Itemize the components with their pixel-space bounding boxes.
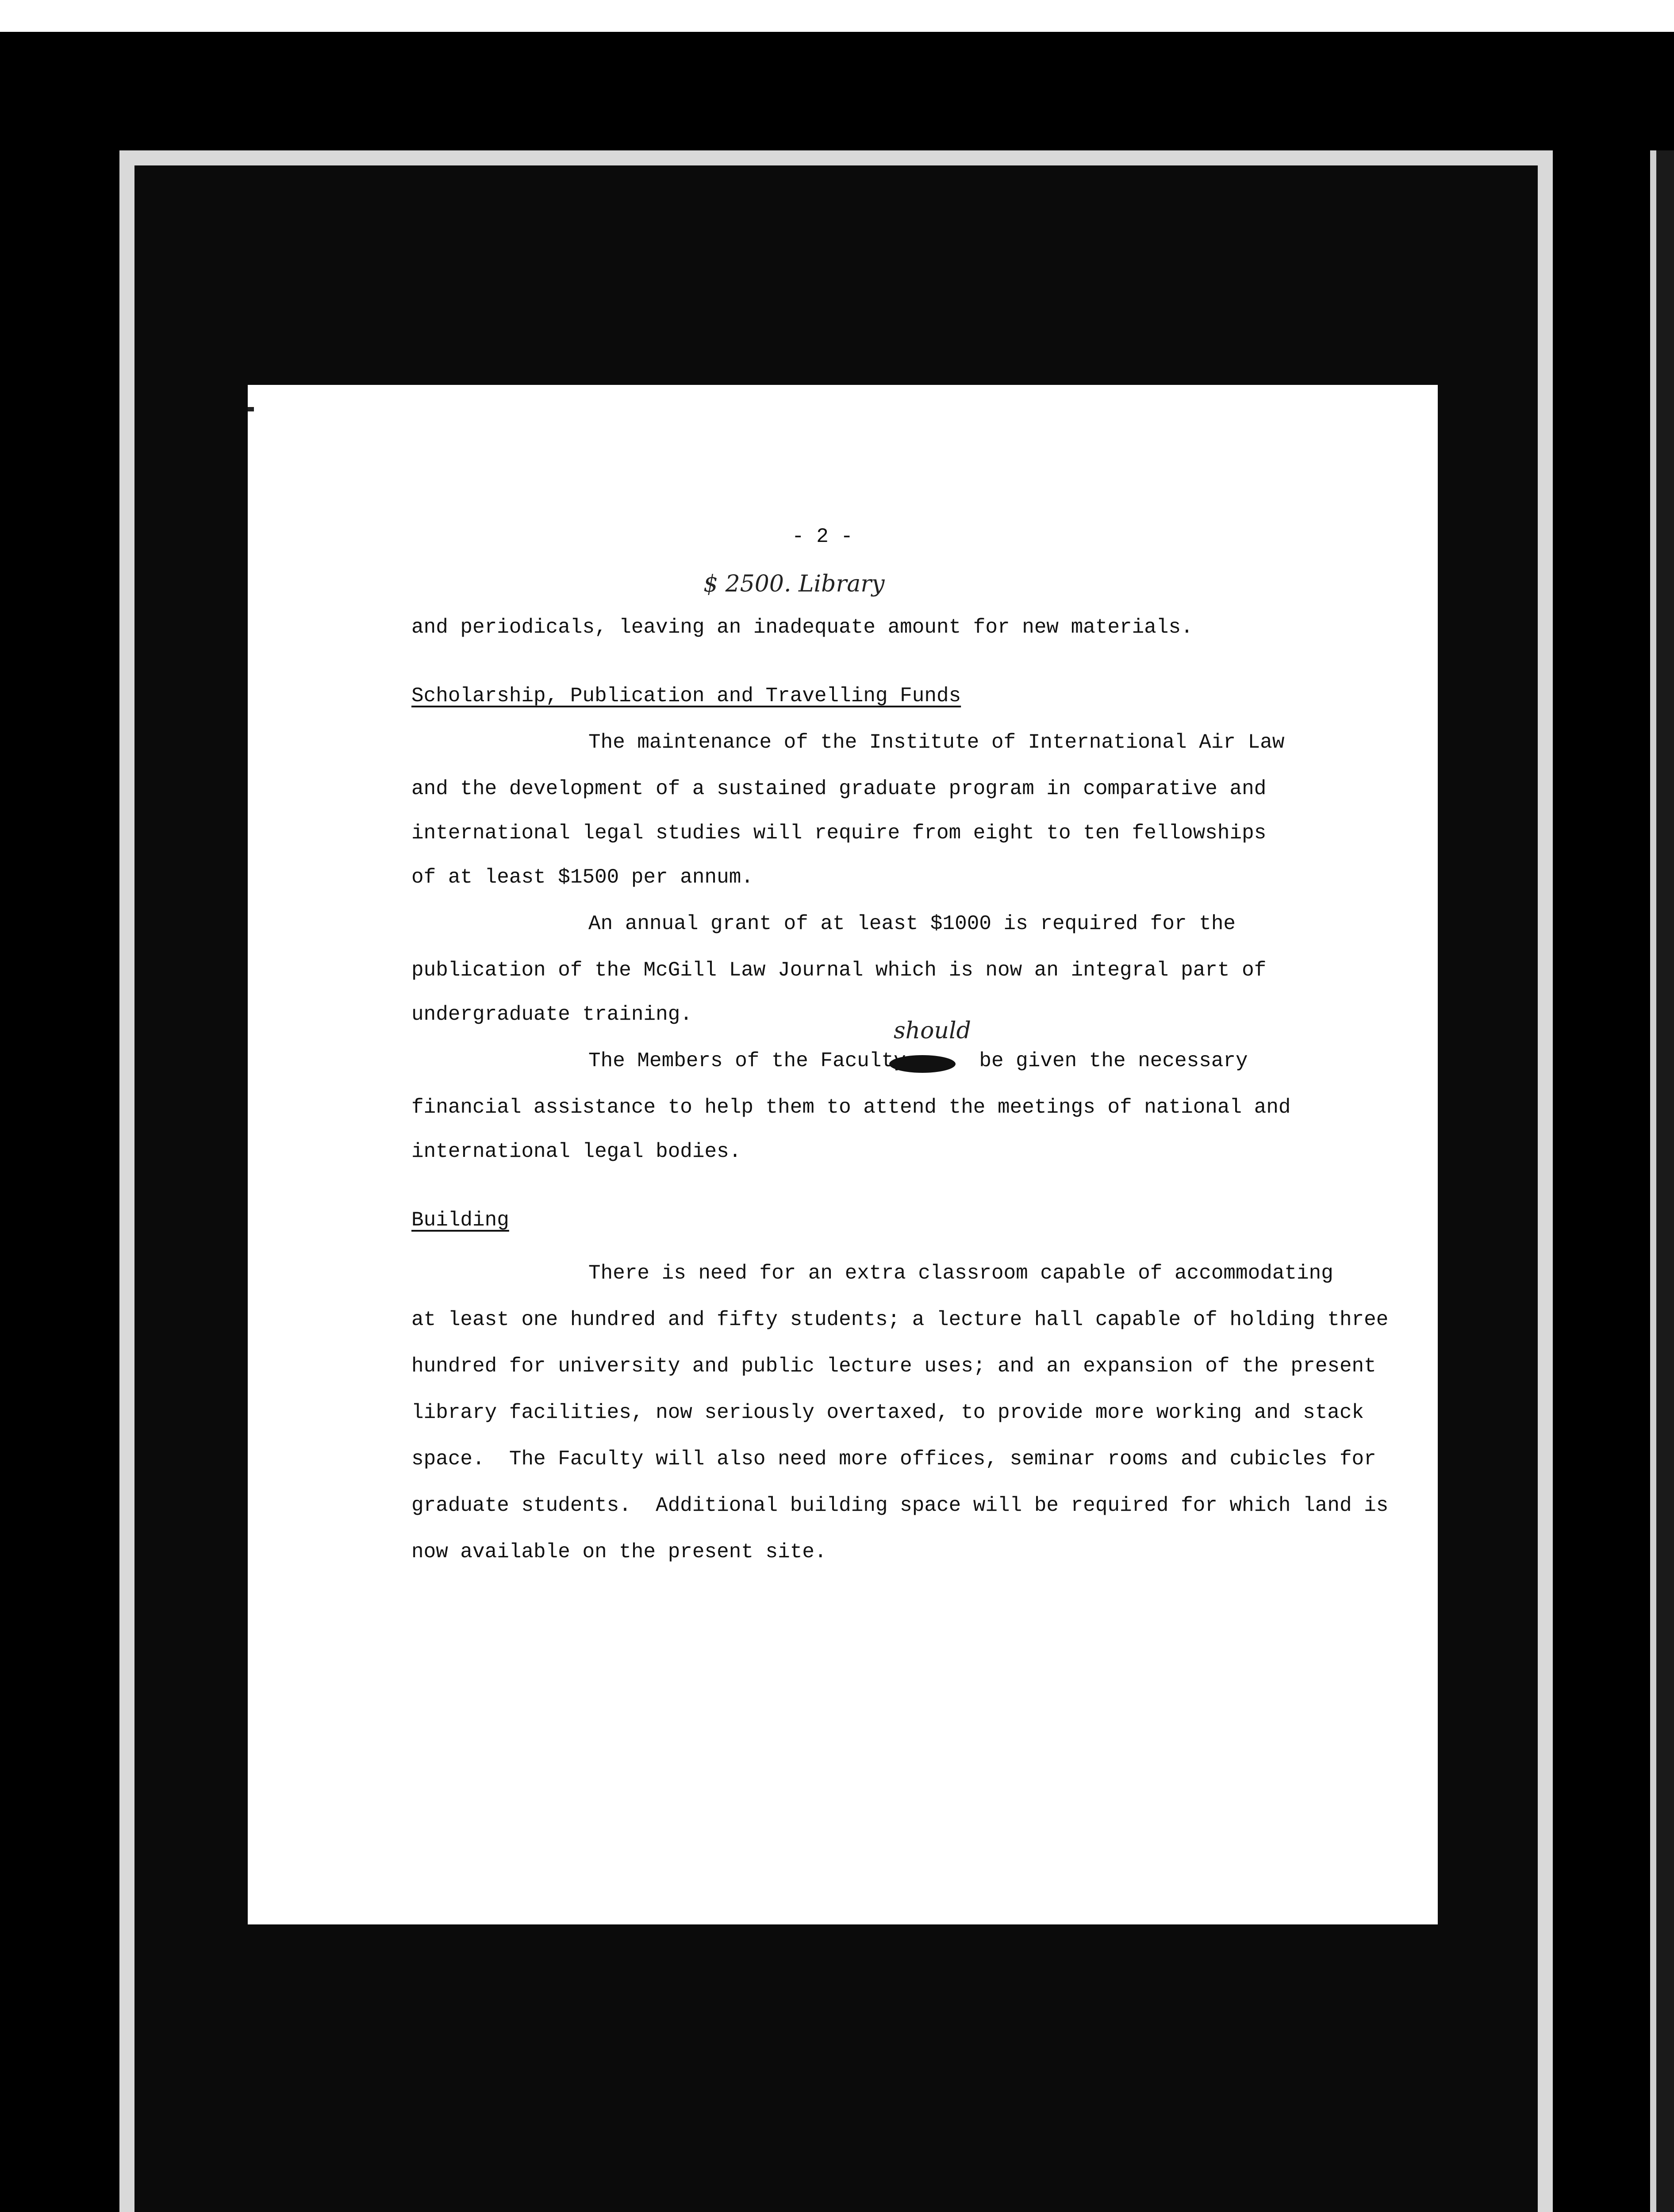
text-line: hundred for university and public lecture uses; and an expansion of the present <box>411 1355 1376 1378</box>
handwritten-annotation: $ 2500. Library <box>703 571 885 597</box>
text-line: publication of the McGill Law Journal which is now an integral part of <box>411 959 1267 982</box>
text-line: The maintenance of the Institute of International Air Law <box>588 731 1285 754</box>
text-line: financial assistance to help them to attend the meetings of national and <box>411 1096 1291 1119</box>
adjacent-frame-edge <box>1650 150 1674 2212</box>
film-top-border <box>0 0 1674 32</box>
handwritten-correction: should <box>894 1018 971 1044</box>
text-line: space. The Faculty will also need more offices, seminar rooms and cubicles for <box>411 1448 1376 1471</box>
text-line: now available on the present site. <box>411 1540 827 1563</box>
text-line: international legal studies will require from eight to ten fellowships <box>411 822 1267 845</box>
text-line: undergraduate training. <box>411 1003 692 1026</box>
text-line: and the development of a sustained graduate program in comparative and <box>411 777 1267 800</box>
page-number: - 2 - <box>792 525 853 548</box>
text-line: The Members of the Faculty be given the necessary <box>588 1049 1248 1072</box>
text-line: at least one hundred and fifty students; a lecture hall capable of holding three <box>411 1308 1389 1331</box>
text-line: international legal bodies. <box>411 1140 741 1163</box>
section-heading-building: Building <box>411 1209 509 1232</box>
text-line: An annual grant of at least $1000 is required for the <box>588 912 1236 935</box>
text-line: library facilities, now seriously overtaxed, to provide more working and stack <box>411 1401 1364 1424</box>
document-page <box>248 385 1438 1924</box>
continuation-line: and periodicals, leaving an inadequate amount for new materials. <box>411 616 1193 639</box>
text-line: graduate students. Additional building space will be required for which land is <box>411 1494 1389 1517</box>
section-heading-funds: Scholarship, Publication and Travelling Funds <box>411 684 961 707</box>
scan-speck <box>248 407 254 411</box>
text-line: of at least $1500 per annum. <box>411 866 753 889</box>
text-line: There is need for an extra classroom capable of accommodating <box>588 1262 1333 1285</box>
